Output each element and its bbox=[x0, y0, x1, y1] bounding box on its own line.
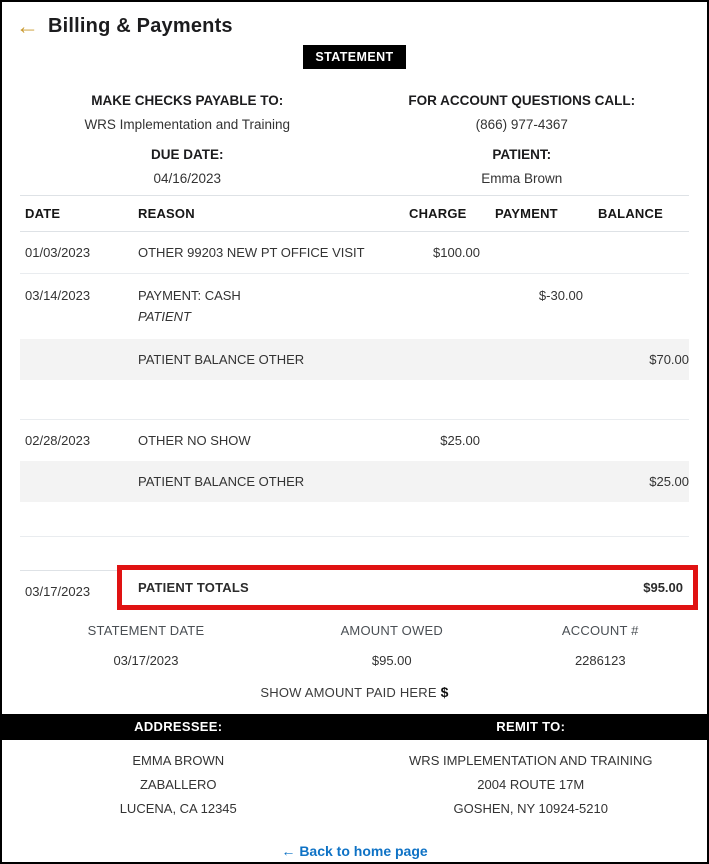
statement-date-value: 03/17/2023 bbox=[113, 652, 179, 668]
transactions-table bbox=[2, 195, 707, 700]
amount-owed-label: AMOUNT OWED bbox=[340, 622, 443, 638]
patient-block bbox=[355, 147, 690, 186]
amount-paid-line bbox=[20, 684, 689, 700]
due-date-value: 04/16/2023 bbox=[153, 171, 222, 186]
reason-text: PAYMENT: CASH bbox=[138, 288, 241, 303]
cell-date: 03/14/2023 bbox=[25, 288, 91, 303]
account-questions-label: FOR ACCOUNT QUESTIONS CALL: bbox=[408, 93, 636, 108]
account-questions-block bbox=[355, 93, 690, 132]
patient-totals-amount: $95.00 bbox=[643, 579, 683, 595]
cell-reason: OTHER 99203 NEW PT OFFICE VISIT bbox=[138, 245, 365, 260]
mailing-header-bar bbox=[2, 714, 707, 740]
section-spacer bbox=[20, 537, 689, 565]
summary-label: PATIENT BALANCE OTHER bbox=[138, 473, 305, 489]
patient-label: PATIENT: bbox=[492, 147, 552, 162]
totals-date: 03/17/2023 bbox=[20, 565, 117, 610]
table-row bbox=[20, 419, 689, 461]
patient-name: Emma Brown bbox=[481, 171, 563, 186]
back-home-link[interactable] bbox=[281, 843, 427, 859]
addressee-line: LUCENA, CA 12345 bbox=[119, 800, 237, 816]
patient-totals-row bbox=[20, 565, 698, 610]
app-header bbox=[2, 2, 707, 38]
cell-date: 01/03/2023 bbox=[25, 245, 91, 260]
addressee-line: ZABALLERO bbox=[139, 776, 217, 792]
col-header-date: DATE bbox=[25, 206, 61, 221]
statement-summary bbox=[20, 623, 689, 668]
col-header-payment: PAYMENT bbox=[495, 206, 558, 221]
table-row bbox=[20, 232, 689, 274]
remit-line: GOSHEN, NY 10924-5210 bbox=[453, 800, 608, 816]
cell-charge: $100.00 bbox=[433, 245, 480, 260]
cell-date: 02/28/2023 bbox=[25, 432, 91, 448]
cell-payment: $-30.00 bbox=[538, 288, 583, 303]
back-arrow-icon[interactable]: ← bbox=[16, 13, 39, 39]
col-header-balance: BALANCE bbox=[598, 206, 663, 221]
statement-date-label: STATEMENT DATE bbox=[87, 622, 205, 638]
summary-label: PATIENT BALANCE OTHER bbox=[138, 351, 305, 367]
left-arrow-icon: ← bbox=[281, 842, 296, 859]
back-home-row bbox=[2, 843, 707, 861]
remit-to-label: REMIT TO: bbox=[496, 719, 566, 735]
section-spacer bbox=[20, 380, 689, 419]
page-title: Billing & Payments bbox=[48, 15, 233, 37]
payable-to-label: MAKE CHECKS PAYABLE TO: bbox=[91, 93, 284, 108]
due-date-block bbox=[20, 147, 355, 186]
payable-to-block bbox=[20, 93, 355, 132]
account-number-value: 2286123 bbox=[574, 652, 626, 668]
cell-reason: OTHER NO SHOW bbox=[138, 432, 251, 448]
account-questions-phone: (866) 977-4367 bbox=[475, 117, 568, 132]
remit-to-address bbox=[355, 749, 708, 821]
addressee-line: EMMA BROWN bbox=[132, 752, 225, 768]
balance-summary-row bbox=[20, 339, 689, 380]
amount-owed-value: $95.00 bbox=[371, 652, 412, 668]
statement-badge-row bbox=[2, 45, 707, 69]
reason-subtext: PATIENT bbox=[138, 308, 191, 324]
patient-totals-label: PATIENT TOTALS bbox=[138, 579, 249, 595]
balance-summary-row bbox=[20, 461, 689, 502]
section-spacer bbox=[20, 502, 689, 536]
addressee-label: ADDRESSEE: bbox=[134, 719, 223, 735]
due-date-label: DUE DATE: bbox=[151, 147, 224, 162]
account-number-label: ACCOUNT # bbox=[561, 622, 639, 638]
cell-reason bbox=[132, 286, 394, 328]
amount-paid-label: SHOW AMOUNT PAID HERE bbox=[260, 684, 437, 700]
mailing-addresses bbox=[2, 749, 707, 821]
summary-balance: $25.00 bbox=[649, 473, 689, 489]
back-home-label: Back to home page bbox=[299, 842, 428, 859]
addressee-address bbox=[2, 749, 355, 821]
statement-badge: STATEMENT bbox=[303, 45, 405, 69]
table-header-row bbox=[20, 195, 689, 232]
patient-totals-highlight bbox=[117, 565, 698, 610]
summary-balance: $70.00 bbox=[649, 351, 689, 367]
remit-line: WRS IMPLEMENTATION AND TRAINING bbox=[409, 752, 653, 768]
col-header-charge: CHARGE bbox=[409, 206, 467, 221]
dollar-sign-icon: $ bbox=[440, 683, 449, 700]
table-row bbox=[20, 274, 689, 339]
cell-charge: $25.00 bbox=[440, 432, 480, 448]
remit-line: 2004 ROUTE 17M bbox=[477, 776, 585, 792]
statement-info bbox=[2, 93, 707, 186]
col-header-reason: REASON bbox=[138, 206, 195, 221]
payable-to-value: WRS Implementation and Training bbox=[84, 117, 291, 132]
